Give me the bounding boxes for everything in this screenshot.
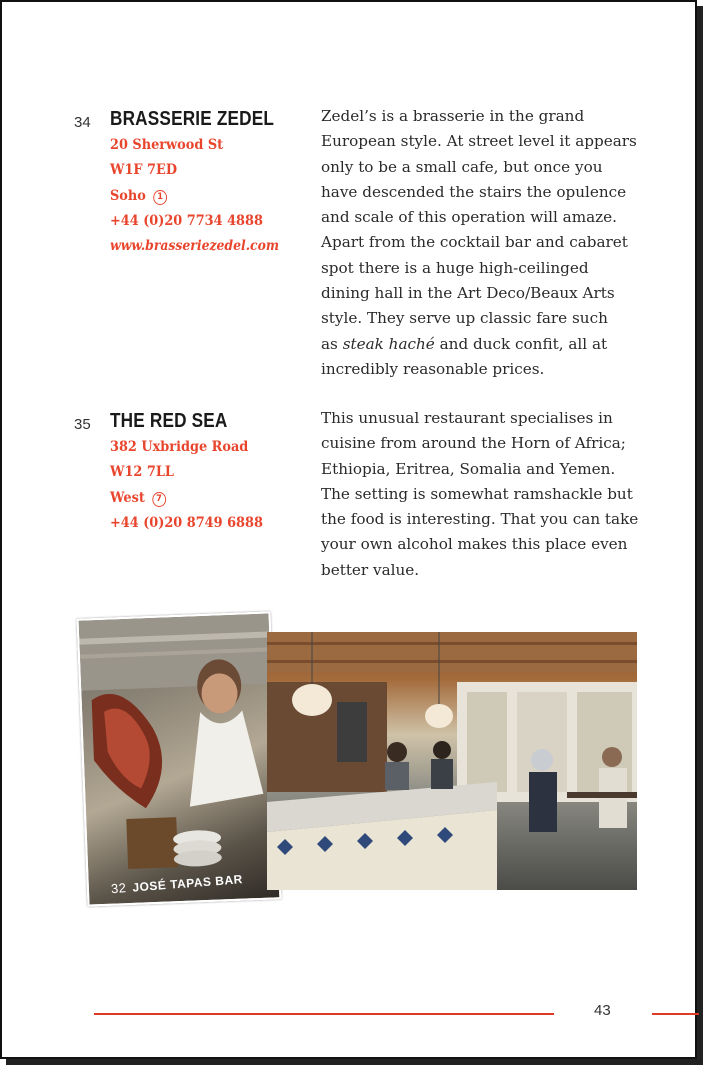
description-line: Ethiopia, Eritrea, Somalia and Yemen. xyxy=(321,459,616,478)
address-line: W1F 7ED xyxy=(110,162,178,179)
description-line: and scale of this operation will amaze. xyxy=(321,208,617,227)
dish-name-italic: steak haché xyxy=(342,334,435,353)
chef-carving-ham-illustration xyxy=(79,613,280,904)
description-line: style. They serve up classic fare such xyxy=(321,309,608,328)
entry-address-block xyxy=(110,435,263,536)
area-line xyxy=(110,184,279,209)
description-line: dining hall in the Art Deco/Beaux Arts xyxy=(321,284,615,303)
description-line: cuisine from around the Horn of Africa; xyxy=(321,434,626,453)
description-line: This unusual restaurant specialises in xyxy=(321,409,613,427)
area-line xyxy=(110,486,263,511)
caption-name: JOSÉ TAPAS BAR xyxy=(131,872,244,895)
entry-number: 34 xyxy=(74,114,91,131)
area-name: Soho xyxy=(110,187,146,204)
area-name: West xyxy=(110,489,145,506)
caption-number: 32 xyxy=(110,880,127,897)
entry-description xyxy=(321,104,651,382)
photo-the-red-sea-interior xyxy=(267,632,637,890)
description-line: as steak haché and duck confit, all at xyxy=(321,334,608,353)
address-line: W12 7LL xyxy=(110,464,174,481)
page-number: 43 xyxy=(594,1002,611,1019)
address-line: 382 Uxbridge Road xyxy=(110,439,249,455)
description-line: Apart from the cocktail bar and cabaret xyxy=(321,233,628,252)
phone-number: +44 (0)20 8749 6888 xyxy=(110,514,263,531)
description-line: have descended the stairs the opulence xyxy=(321,182,627,201)
entry-address-block xyxy=(110,133,279,259)
entry-number: 35 xyxy=(74,416,91,433)
description-line: your own alcohol makes this place even xyxy=(321,535,628,554)
description-line: Zedel’s is a brasserie in the grand xyxy=(321,107,585,125)
footer-rule-left xyxy=(94,1013,554,1015)
phone-number: +44 (0)20 7734 4888 xyxy=(110,212,263,229)
area-marker-icon: 7 xyxy=(152,492,166,507)
photo-jose-tapas-bar xyxy=(77,611,282,906)
entry-name: BRASSERIE ZEDEL xyxy=(110,108,275,130)
description-line: The setting is somewhat ramshackle but xyxy=(321,484,633,503)
footer-rule-right xyxy=(652,1013,699,1015)
address-line: 20 Sherwood St xyxy=(110,137,224,153)
description-line: spot there is a huge high-ceilinged xyxy=(321,258,589,277)
entry-name: THE RED SEA xyxy=(110,410,228,432)
description-line: the food is interesting. That you can take xyxy=(321,510,639,529)
restaurant-interior-illustration xyxy=(267,632,637,890)
description-line: better value. xyxy=(321,560,420,579)
website-link[interactable]: www.brasseriezedel.com xyxy=(110,238,280,255)
entry-description xyxy=(321,406,651,583)
area-marker-icon: 1 xyxy=(153,190,167,205)
description-line: only to be a small cafe, but once you xyxy=(321,157,603,176)
description-line: European style. At street level it appears xyxy=(321,132,637,151)
description-line: incredibly reasonable prices. xyxy=(321,359,545,378)
